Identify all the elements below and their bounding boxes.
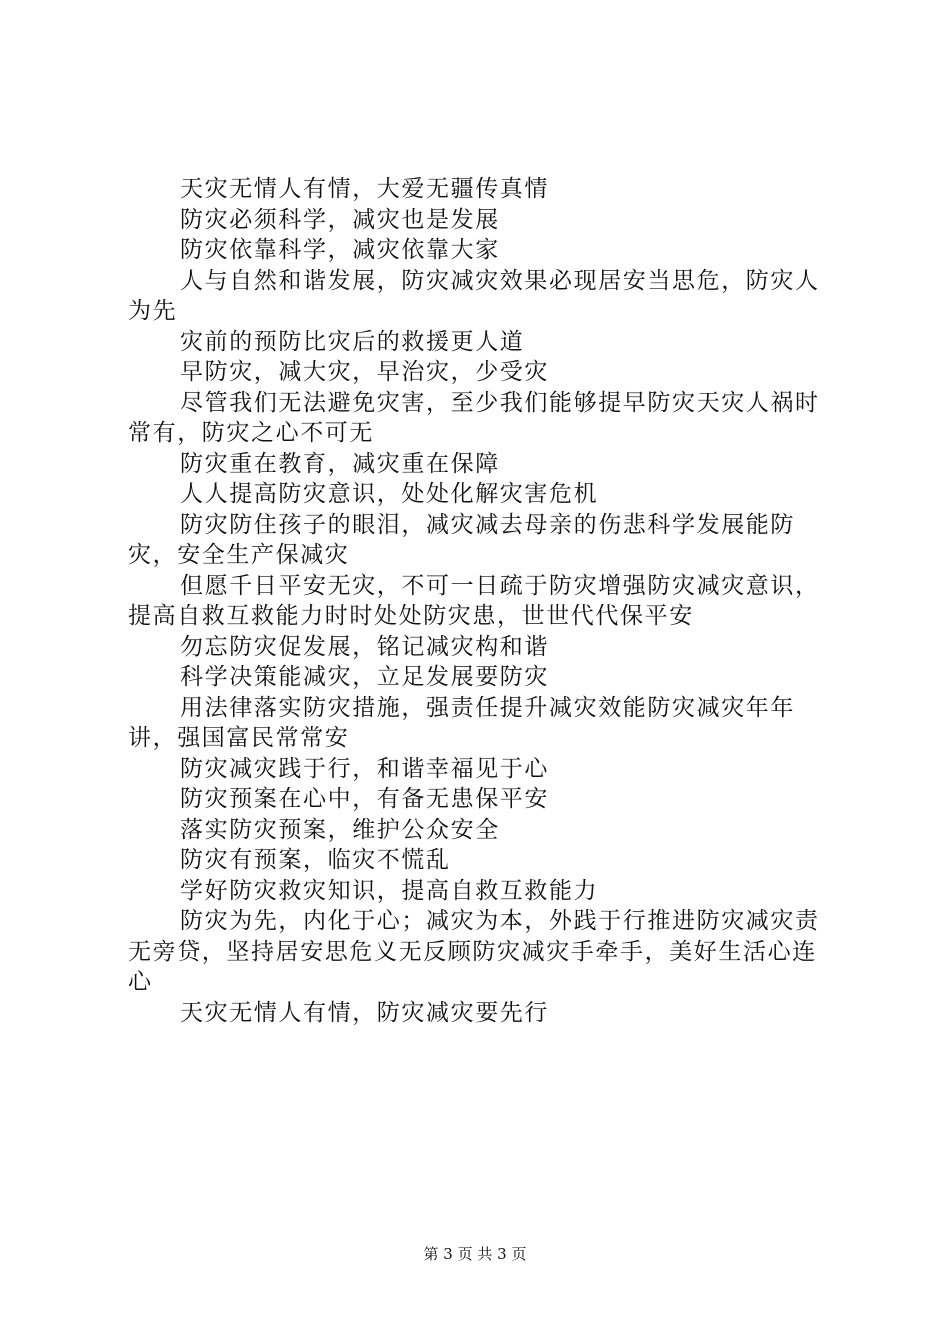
paragraph: 天灾无情人有情，大爱无疆传真情	[180, 176, 549, 202]
paragraph: 防灾减灾践于行，和谐幸福见于心	[180, 755, 549, 782]
paragraph: 防灾重在教育，减灾重在保障	[180, 450, 500, 477]
paragraph: 落实防灾预案，维护公众安全	[180, 816, 500, 843]
paragraph: 勿忘防灾促发展，铭记减灾构和谐	[180, 633, 549, 660]
paragraph: 学好防灾救灾知识，提高自救互救能力	[180, 877, 599, 904]
paragraph: 人与自然和谐发展，防灾减灾效果必现居安当思危，防灾人为先	[128, 267, 820, 324]
paragraph: 但愿千日平安无灾，不可一日疏于防灾增强防灾减灾意识，提高自救互救能力时时处处防灾患，世世代代保平安	[128, 572, 820, 629]
paragraph: 防灾必须科学，减灾也是发展	[180, 206, 500, 233]
paragraph: 用法律落实防灾措施，强责任提升减灾效能防灾减灾年年讲，强国富民常常安	[128, 694, 795, 751]
paragraph: 防灾防住孩子的眼泪，减灾减去母亲的伤悲科学发展能防灾，安全生产保减灾	[128, 511, 795, 568]
paragraph: 防灾有预案，临灾不慌乱	[180, 847, 451, 873]
paragraph: 天灾无情人有情，防灾减灾要先行	[180, 999, 549, 1026]
paragraph: 防灾依靠科学，减灾依靠大家	[180, 237, 500, 263]
page-footer	[0, 1244, 950, 1264]
paragraph: 早防灾，减大灾，早治灾，少受灾	[180, 359, 549, 385]
paragraph: 防灾为先，内化于心；减灾为本，外践于行推进防灾减灾责无旁贷，坚持居安思危义无反顾防灾减灾手牵手，美好生活心连心	[128, 908, 820, 995]
document-body	[128, 174, 832, 1028]
page-number: 第 3 页 共 3 页	[423, 1245, 527, 1263]
paragraph: 人人提高防灾意识，处处化解灾害危机	[180, 481, 599, 507]
paragraph: 科学决策能减灾，立足发展要防灾	[180, 664, 549, 690]
paragraph: 尽管我们无法避免灾害，至少我们能够提早防灾天灾人祸时常有，防灾之心不可无	[128, 389, 820, 446]
paragraph: 防灾预案在心中，有备无患保平安	[180, 786, 549, 812]
paragraph: 灾前的预防比灾后的救援更人道	[180, 328, 525, 355]
